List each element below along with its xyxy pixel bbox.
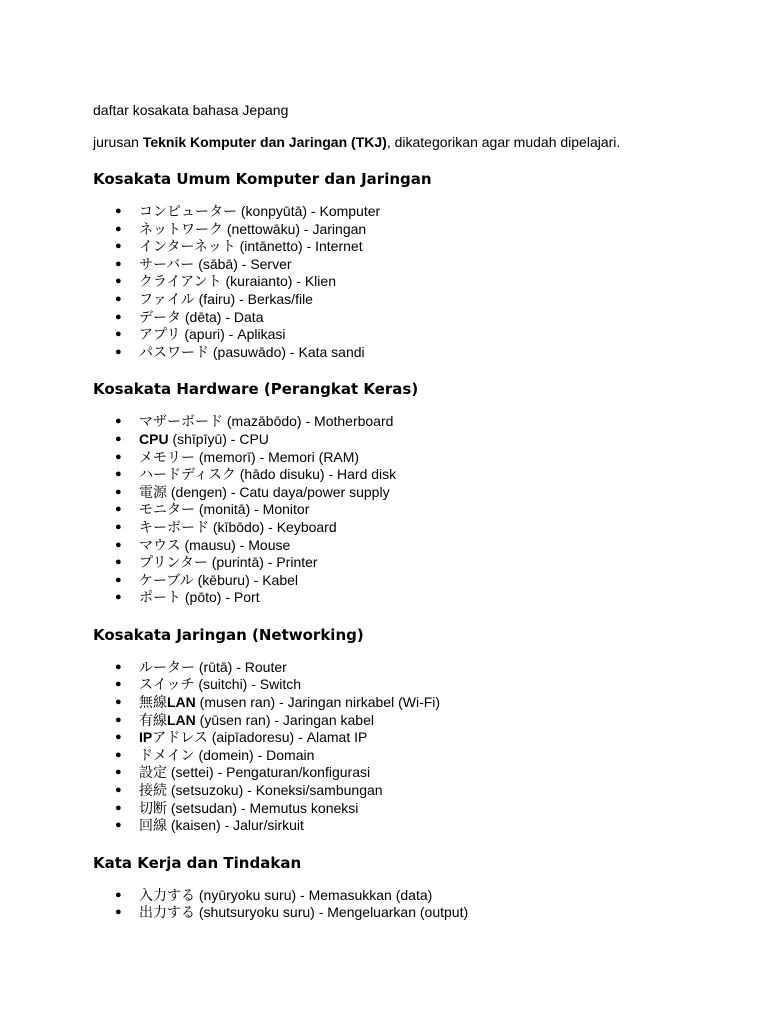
bullet-icon: ● — [115, 731, 122, 744]
bullet-icon: ● — [115, 801, 122, 814]
list-item — [115, 326, 733, 344]
item-bold-term: LAN — [167, 694, 196, 711]
bullet-icon: ● — [115, 748, 122, 761]
list-item — [115, 800, 733, 818]
bullet-icon: ● — [115, 328, 122, 341]
bullet-icon: ● — [115, 678, 122, 691]
list-item — [115, 554, 733, 572]
item-bold-term: LAN — [167, 711, 196, 728]
item-prefix: 有線 — [139, 711, 167, 728]
list-item — [115, 501, 733, 519]
item-text: モニター (monitā) - Monitor — [139, 501, 310, 518]
item-text: ポート (pōto) - Port — [139, 589, 260, 606]
item-text: コンピューター (konpyūtā) - Komputer — [139, 203, 381, 219]
list-item — [115, 203, 733, 221]
item-text: 出力する (shutsuryoku suru) - Mengeluarkan (output) — [139, 904, 469, 921]
list-item — [115, 273, 733, 291]
list-item — [115, 291, 733, 309]
section-list — [93, 659, 733, 835]
list-item — [115, 782, 733, 800]
bullet-icon: ● — [115, 240, 122, 253]
list-item — [115, 764, 733, 782]
bullet-icon: ● — [115, 310, 122, 323]
item-text: (yūsen ran) - Jaringan kabel — [195, 711, 374, 728]
bullet-icon: ● — [115, 766, 122, 779]
bullet-icon: ● — [115, 485, 122, 498]
list-item — [115, 238, 733, 256]
bullet-icon: ● — [115, 696, 122, 709]
bullet-icon: ● — [115, 345, 122, 358]
intro-line-2 — [93, 133, 733, 151]
item-text: ケーブル (kēburu) - Kabel — [139, 571, 299, 588]
list-item — [115, 484, 733, 502]
list-item — [115, 344, 733, 362]
list-item — [115, 431, 733, 449]
sections-container — [93, 169, 733, 922]
list-item — [115, 904, 733, 922]
bullet-icon: ● — [115, 432, 122, 445]
list-item — [115, 537, 733, 555]
list-item — [115, 712, 733, 730]
item-text: 設定 (settei) - Pengaturan/konfigurasi — [139, 764, 371, 781]
section-list — [93, 413, 733, 607]
item-text: (musen ran) - Jaringan nirkabel (Wi-Fi) — [195, 694, 441, 711]
item-text: 切断 (setsudan) - Memutus koneksi — [139, 799, 359, 816]
item-text: 入力する (nyūryoku suru) - Memasukkan (data) — [139, 886, 433, 903]
bullet-icon: ● — [115, 591, 122, 604]
bullet-icon: ● — [115, 888, 122, 901]
item-bold-term: CPU — [139, 430, 169, 447]
list-item — [115, 519, 733, 537]
item-text: ドメイン (domein) - Domain — [139, 746, 315, 763]
bullet-icon: ● — [115, 906, 122, 919]
list-item — [115, 309, 733, 327]
section-heading: Kosakata Jaringan (Networking) — [93, 625, 364, 644]
item-text: サーバー (sābā) - Server — [139, 255, 292, 272]
document-page — [93, 101, 733, 922]
intro-line-2-post: , dikategorikan agar mudah dipelajari. — [386, 134, 621, 150]
list-item — [115, 676, 733, 694]
item-text: ネットワーク (nettowāku) - Jaringan — [139, 220, 367, 237]
list-item — [115, 413, 733, 431]
list-item — [115, 747, 733, 765]
item-text: ハードディスク (hādo disuku) - Hard disk — [139, 466, 397, 483]
item-text: スイッチ (suitchi) - Switch — [139, 676, 302, 693]
list-item — [115, 729, 733, 747]
section-list — [93, 203, 733, 361]
list-item — [115, 887, 733, 905]
bullet-icon: ● — [115, 819, 122, 832]
item-text: マウス (mausu) - Mouse — [139, 536, 291, 553]
item-text: メモリー (memorī) - Memori (RAM) — [139, 448, 360, 465]
item-bold-term: IP — [139, 729, 153, 746]
section-heading: Kosakata Umum Komputer dan Jaringan — [93, 170, 432, 188]
section-list — [93, 887, 733, 922]
item-text: マザーボード (mazābōdo) - Motherboard — [139, 413, 394, 430]
item-text: キーボード (kībōdo) - Keyboard — [139, 518, 337, 535]
list-item — [115, 694, 733, 712]
bullet-icon: ● — [115, 205, 122, 217]
item-text: 接続 (setsuzoku) - Koneksi/sambungan — [139, 782, 383, 799]
bullet-icon: ● — [115, 538, 122, 551]
intro-line-1: daftar kosakata bahasa Jepang — [93, 102, 289, 118]
item-text: 電源 (dengen) - Catu daya/power supply — [139, 483, 390, 500]
list-item — [115, 817, 733, 835]
bullet-icon: ● — [115, 292, 122, 305]
bullet-icon: ● — [115, 257, 122, 270]
list-item — [115, 256, 733, 274]
item-text: プリンター (purintā) - Printer — [139, 554, 318, 571]
item-text: パスワード (pasuwādo) - Kata sandi — [139, 343, 365, 360]
list-item — [115, 449, 733, 467]
item-text: アプリ (apuri) - Aplikasi — [139, 326, 286, 343]
section-heading: Kosakata Hardware (Perangkat Keras) — [93, 380, 419, 399]
item-text: インターネット (intānetto) - Internet — [139, 238, 363, 255]
intro-line-2-pre: jurusan — [93, 134, 143, 150]
bullet-icon: ● — [115, 713, 122, 726]
bullet-icon: ● — [115, 573, 122, 586]
list-item — [115, 572, 733, 590]
section-heading: Kata Kerja dan Tindakan — [93, 853, 302, 872]
item-text: 回線 (kaisen) - Jalur/sirkuit — [139, 817, 304, 834]
bullet-icon: ● — [115, 520, 122, 533]
list-item — [115, 659, 733, 677]
list-item — [115, 221, 733, 239]
item-prefix: 無線 — [139, 694, 167, 711]
bullet-icon: ● — [115, 468, 122, 481]
item-text: クライアント (kuraianto) - Klien — [139, 273, 336, 290]
bullet-icon: ● — [115, 503, 122, 516]
bullet-icon: ● — [115, 275, 122, 288]
intro-line-2-bold: Teknik Komputer dan Jaringan (TKJ) — [142, 134, 387, 150]
bullet-icon: ● — [115, 660, 122, 673]
item-text: ルーター (rūtā) - Router — [139, 658, 287, 675]
item-text: (shīpīyū) - CPU — [168, 430, 269, 447]
bullet-icon: ● — [115, 556, 122, 569]
list-item — [115, 466, 733, 484]
item-text: データ (dēta) - Data — [139, 308, 264, 325]
list-item — [115, 589, 733, 607]
item-text: ファイル (fairu) - Berkas/file — [139, 290, 313, 307]
item-text: アドレス (aipīadoresu) - Alamat IP — [152, 729, 368, 746]
bullet-icon: ● — [115, 415, 122, 428]
bullet-icon: ● — [115, 222, 122, 235]
bullet-icon: ● — [115, 784, 122, 797]
bullet-icon: ● — [115, 450, 122, 463]
